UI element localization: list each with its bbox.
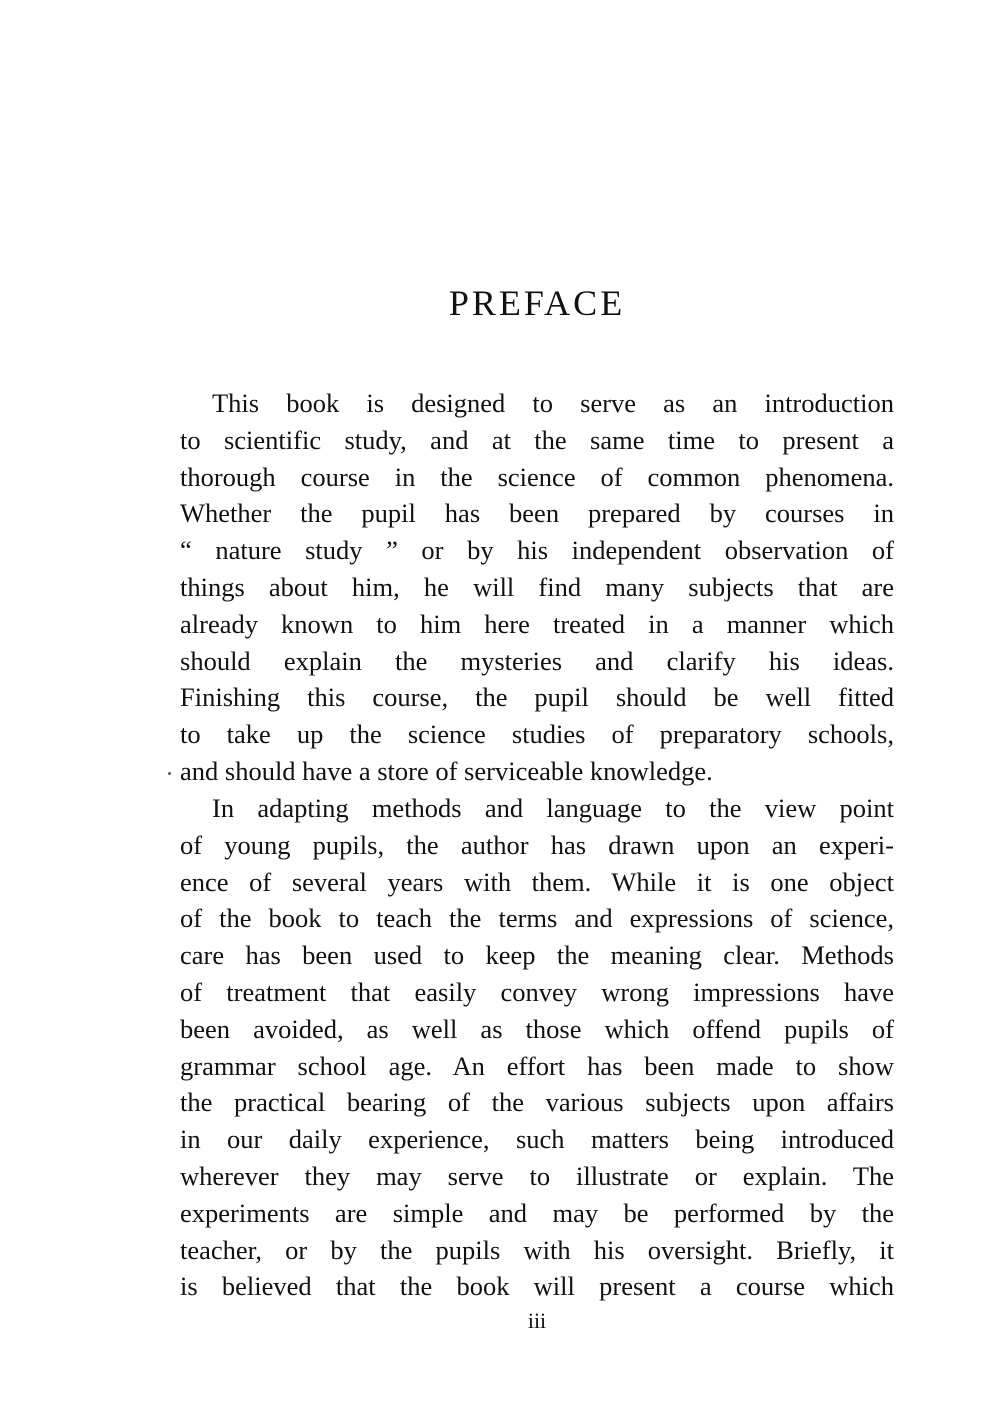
text-line: is believed that the book will present a course which: [180, 1271, 894, 1302]
text-line: In adapting methods and language to the view point: [212, 793, 894, 823]
text-line: the practical bearing of the various subjects upon affairs: [180, 1087, 894, 1118]
text-line: teacher, or by the pupils with his oversight. Briefly, it: [180, 1234, 894, 1265]
text-line: to take up the science studies of preparatory schools,: [180, 719, 894, 750]
margin-mark: [168, 772, 171, 775]
preface-paragraph-1: [180, 385, 894, 790]
text-line: to scientific study, and at the same time to present a: [180, 424, 894, 455]
preface-paragraph-2: [180, 790, 894, 1305]
text-line: grammar school age. An effort has been made to show: [180, 1050, 894, 1081]
text-line: care has been used to keep the meaning clear. Methods: [180, 940, 894, 971]
text-line: This book is designed to serve as an introduction: [212, 388, 894, 418]
page-title: PREFACE: [448, 283, 626, 323]
text-line: thorough course in the science of common phenomena.: [180, 461, 894, 492]
text-line: in our daily experience, such matters being introduced: [180, 1124, 894, 1155]
text-line: “ nature study ” or by his independent observation of: [180, 535, 894, 566]
text-line: of young pupils, the author has drawn upon an experi-: [180, 829, 894, 860]
text-line: Whether the pupil has been prepared by courses in: [180, 498, 894, 529]
text-line: should explain the mysteries and clarify his ideas.: [180, 645, 894, 676]
text-line: Finishing this course, the pupil should be well fitted: [180, 682, 894, 713]
page-number: iii: [527, 1308, 547, 1333]
text-line: experiments are simple and may be performed by the: [180, 1197, 894, 1228]
text-line: already known to him here treated in a manner which: [180, 608, 894, 639]
text-line: ence of several years with them. While it is one object: [180, 866, 894, 897]
text-line: of the book to teach the terms and expressions of science,: [180, 903, 894, 934]
text-line: been avoided, as well as those which offend pupils of: [180, 1013, 894, 1044]
text-line: of treatment that easily convey wrong impressions have: [180, 976, 894, 1007]
text-line: wherever they may serve to illustrate or explain. The: [180, 1160, 894, 1191]
text-line: and should have a store of serviceable knowledge.: [180, 755, 713, 786]
text-line: things about him, he will find many subjects that are: [180, 571, 894, 602]
